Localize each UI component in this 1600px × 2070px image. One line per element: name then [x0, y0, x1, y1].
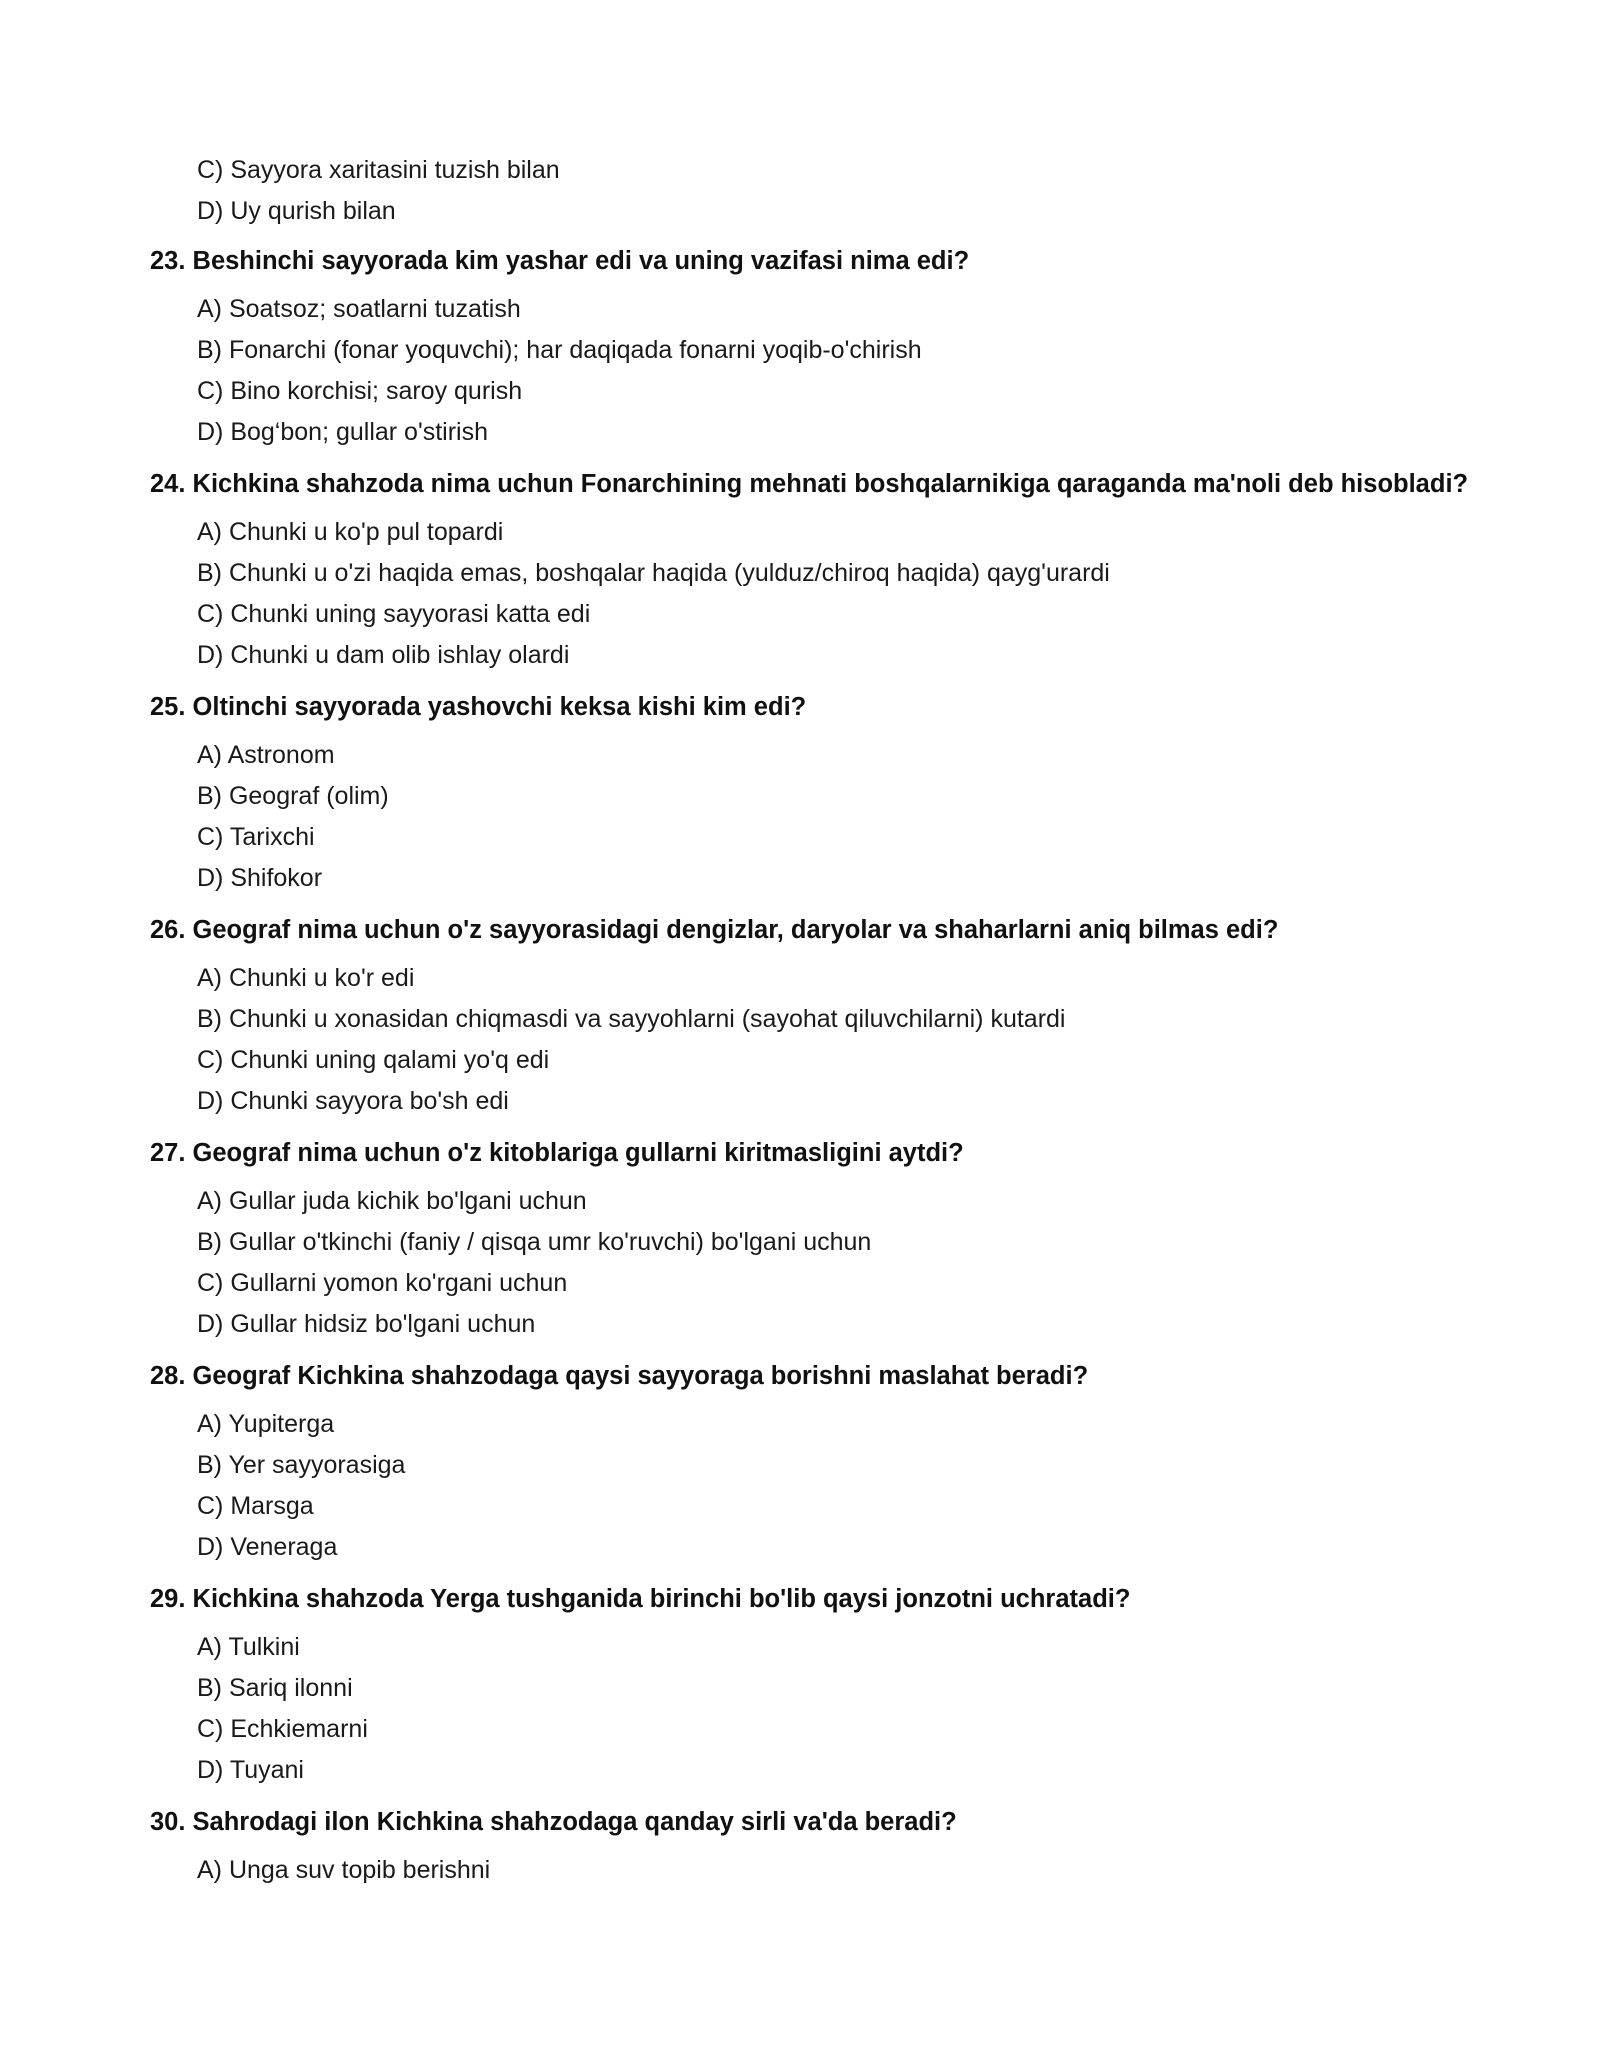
- question-28: [150, 1360, 1470, 1583]
- question-29: [150, 1583, 1470, 1806]
- option-c: C) Bino korchisi; saroy qurish: [197, 377, 523, 405]
- option-a: A) Unga suv topib berishni: [197, 1856, 491, 1884]
- option-d: D) Tuyani: [197, 1756, 304, 1784]
- question-24: [150, 468, 1470, 691]
- leading-options: [197, 150, 560, 232]
- option-c: C) Gullarni yomon ko'rgani uchun: [197, 1269, 568, 1297]
- option-d: D) Chunki sayyora bo'sh edi: [197, 1087, 509, 1115]
- option-a: A) Tulkini: [197, 1633, 300, 1661]
- option-c: C) Chunki uning qalami yo'q edi: [197, 1046, 550, 1074]
- question-23: [150, 245, 1470, 468]
- answer-options: [150, 1627, 1470, 1791]
- option-c: C) Marsga: [197, 1492, 314, 1520]
- option-a: A) Chunki u ko'r edi: [197, 964, 415, 992]
- question-25: [150, 691, 1470, 914]
- option-d: D) Veneraga: [197, 1533, 338, 1561]
- question-title: 28. Geograf Kichkina shahzodaga qaysi sayyoraga borishni maslahat beradi?: [150, 1362, 1089, 1390]
- option-d: D) Chunki u dam olib ishlay olardi: [197, 641, 570, 669]
- option-d: D) Uy qurish bilan: [197, 197, 396, 225]
- option-c: C) Sayyora xaritasini tuzish bilan: [197, 156, 560, 184]
- option-d: D) Gullar hidsiz bo'lgani uchun: [197, 1310, 536, 1338]
- option-b: B) Chunki u o'zi haqida emas, boshqalar haqida (yulduz/chiroq haqida) qayg'urardi: [197, 559, 1110, 587]
- option-c: C) Echkiemarni: [197, 1715, 368, 1743]
- question-title: 23. Beshinchi sayyorada kim yashar edi va uning vazifasi nima edi?: [150, 247, 970, 275]
- option-c: C) Chunki uning sayyorasi katta edi: [197, 600, 591, 628]
- answer-options: [150, 735, 1470, 899]
- option-b: B) Yer sayyorasiga: [197, 1451, 406, 1479]
- question-title: 30. Sahrodagi ilon Kichkina shahzodaga qanday sirli va'da beradi?: [150, 1808, 957, 1836]
- question-title: 24. Kichkina shahzoda nima uchun Fonarchining mehnati boshqalarnikiga qaraganda ma'noli deb hisobladi?: [150, 470, 1469, 498]
- option-b: B) Sariq ilonni: [197, 1674, 353, 1702]
- answer-options: [150, 512, 1470, 676]
- option-a: A) Gullar juda kichik bo'lgani uchun: [197, 1187, 587, 1215]
- question-title: 26. Geograf nima uchun o'z sayyorasidagi dengizlar, daryolar va shaharlarni aniq bilmas edi?: [150, 916, 1279, 944]
- question-list: [150, 245, 1470, 2029]
- option-a: A) Chunki u ko'p pul topardi: [197, 518, 504, 546]
- question-title: 29. Kichkina shahzoda Yerga tushganida birinchi bo'lib qaysi jonzotni uchratadi?: [150, 1585, 1131, 1613]
- option-a: A) Soatsoz; soatlarni tuzatish: [197, 295, 521, 323]
- answer-options: [150, 289, 1470, 453]
- option-b: B) Fonarchi (fonar yoquvchi); har daqiqada fonarni yoqib-o'chirish: [197, 336, 922, 364]
- answer-options: [150, 1404, 1470, 1568]
- option-a: A) Yupiterga: [197, 1410, 335, 1438]
- question-title: 27. Geograf nima uchun o'z kitoblariga gullarni kiritmasligini aytdi?: [150, 1139, 964, 1167]
- option-d: D) Shifokor: [197, 864, 323, 892]
- option-b: B) Gullar o'tkinchi (faniy / qisqa umr ko'ruvchi) bo'lgani uchun: [197, 1228, 872, 1256]
- question-title: 25. Oltinchi sayyorada yashovchi keksa kishi kim edi?: [150, 693, 807, 721]
- question-26: [150, 914, 1470, 1137]
- question-27: [150, 1137, 1470, 1360]
- answer-options: [150, 1850, 1470, 1891]
- answer-options: [150, 1181, 1470, 1345]
- question-30: [150, 1806, 1470, 2029]
- answer-options: [150, 958, 1470, 1122]
- option-c: C) Tarixchi: [197, 823, 315, 851]
- option-a: A) Astronom: [197, 741, 335, 769]
- option-b: B) Chunki u xonasidan chiqmasdi va sayyohlarni (sayohat qiluvchilarni) kutardi: [197, 1005, 1066, 1033]
- option-d: D) Bog‘bon; gullar o'stirish: [197, 418, 489, 446]
- option-b: B) Geograf (olim): [197, 782, 389, 810]
